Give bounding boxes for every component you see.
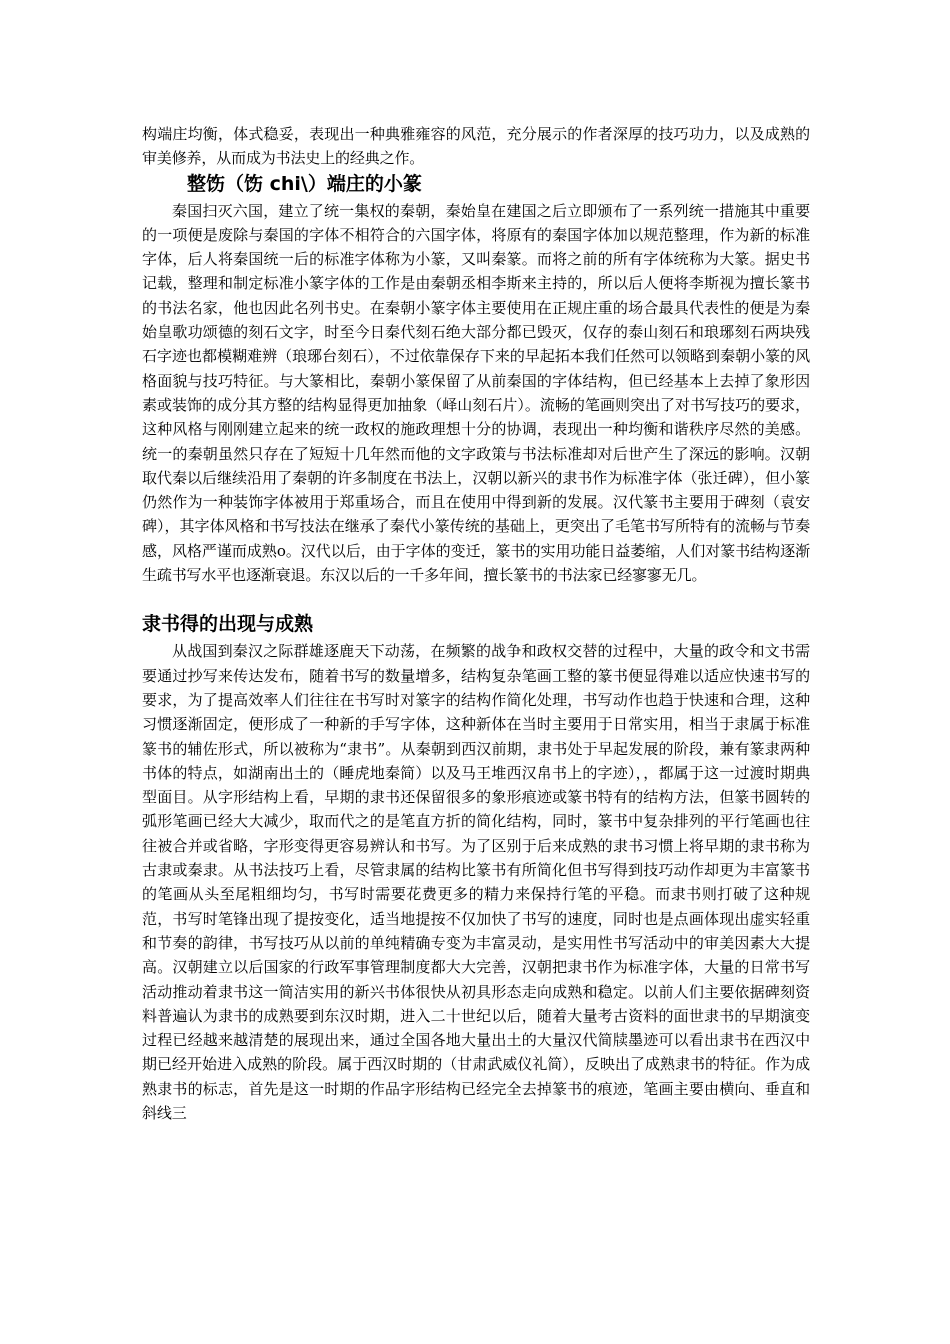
section-body-xiaozhuan: 秦国扫灭六国，建立了统一集权的秦朝，秦始皇在建国之后立即颁布了一系列统一措施其中重要的一项便是废除与秦国的字体不相符合的六国字体，将原有的秦国字体加以规范整理，作为新的标准字体，后人将秦国统一后的标准字体称为小篆，又叫秦篆。而将之前的所有字体统称为大篆。据史书记载，整理和制定标准小篆字体的工作是由秦朝丞相李斯来主持的，所以后人便将李斯视为擅长篆书的书法名家，他也因此名列书史。在秦朝小篆字体主要使用在正规庄重的场合最具代表性的便是为秦始皇歌功颂德的刻石文字，时至今日秦代刻石绝大部分都已毁灭，仅存的泰山刻石和琅琊刻石两块残石字迹也都模糊难辨（琅琊台刻石），不过依靠保存下来的早起拓本我们任然可以领略到秦朝小篆的风格面貌与技巧特征。与大篆相比，秦朝小篆保留了从前秦国的字体结构，但已经基本上去掉了象形因素或装饰的成分其方整的结构显得更加抽象（峄山刻石片）。流畅的笔画则突出了对书写技巧的要求，这种风格与刚刚建立起来的统一政权的施政理想十分的协调，表现出一种均衡和谐秩序尽然的美感。统一的秦朝虽然只存在了短短十几年然而他的文字政策与书法标准却对后世产生了深远的影响。汉朝取代秦以后继续沿用了秦朝的许多制度在书法上，汉朝以新兴的隶书作为标准字体（张迁碑），但小篆仍然作为一种装饰字体被用于郑重场合，而且在使用中得到新的发展。汉代篆书主要用于碑刻（袁安碑），其字体风格和书写技法在继承了秦代小篆传统的基础上，更突出了毛笔书写所特有的流畅与节奏感，风格严谨而成熟o。汉代以后，由于字体的变迁，篆书的实用功能日益萎缩，人们对篆书结构逐渐生疏书写水平也逐渐衰退。东汉以后的一千多年间，擅长篆书的书法家已经寥寥无几。 xyxy=(142,201,810,585)
intro-paragraph: 构端庄均衡，体式稳妥，表现出一种典雅雍容的风范，充分展示的作者深厚的技巧功力，以及成熟的审美修养，从而成为书法史上的经典之作。 xyxy=(142,125,810,168)
document-body xyxy=(142,122,810,1125)
section-heading-xiaozhuan: 整饬（饬 chi\）端庄的小篆 xyxy=(187,172,422,195)
section-body-lishu: 从战国到秦汉之际群雄逐鹿天下动荡，在频繁的战争和政权交替的过程中，大量的政令和文书需要通过抄写来传达发布，随着书写的数量增多，结构复杂笔画工整的篆书便显得难以适应快速书写的要求，为了提高效率人们往往在书写时对篆字的结构作简化处理，书写动作也趋于快速和合理，这种习惯逐渐固定，便形成了一种新的手写字体，这种新体在当时主要用于日常实用，相当于隶属于标准篆书的辅佐形式，所以被称为“隶书”。从秦朝到西汉前期，隶书处于早起发展的阶段，兼有篆隶两种书体的特点，如湖南出土的（睡虎地秦简）以及马王堆西汉帛书上的字迹），，都属于这一过渡时期典型面目。从字形结构上看，早期的隶书还保留很多的象形痕迹或篆书特有的结构方法，但篆书圆转的弧形笔画已经大大减少，取而代之的是笔直方折的简化结构，同时，篆书中复杂排列的平行笔画也往往被合并或省略，字形变得更容易辨认和书写。为了区别于后来成熟的隶书习惯上将早期的隶书称为古隶或秦隶。从书法技巧上看，尽管隶属的结构比篆书有所简化但书写得到技巧动作却更为丰富篆书的笔画从头至尾粗细均匀，书写时需要花费更多的精力来保持行笔的平稳。而隶书则打破了这种规范，书写时笔锋出现了提按变化，适当地提按不仅加快了书写的速度，同时也是点画体现出虚实轻重和节奏的韵律，书写技巧从以前的单纯精确专变为丰富灵动，是实用性书写活动中的审美因素大大提高。汉朝建立以后国家的行政军事管理制度都大大完善，汉朝把隶书作为标准字体，大量的日常书写活动推动着隶书这一简洁实用的新兴书体很快从初具形态走向成熟和稳定。以前人们主要依据碑刻资料普遍认为隶书的成熟要到东汉时期，进入二十世纪以后，随着大量考古资料的面世隶书的早期演变过程已经越来越清楚的展现出来，通过全国各地大量出土的大量汉代简牍墨迹可以看出隶书在西汉中期已经开始进入成熟的阶段。属于西汉时期的（甘肃武威仪礼简），反映出了成熟隶书的特征。作为成熟隶书的标志，首先是这一时期的作品字形结构已经完全去掉篆书的痕迹，笔画主要由横向、垂直和斜线三 xyxy=(142,642,810,1122)
section-heading-lishu: 隶书得的出现与成熟 xyxy=(142,613,314,636)
